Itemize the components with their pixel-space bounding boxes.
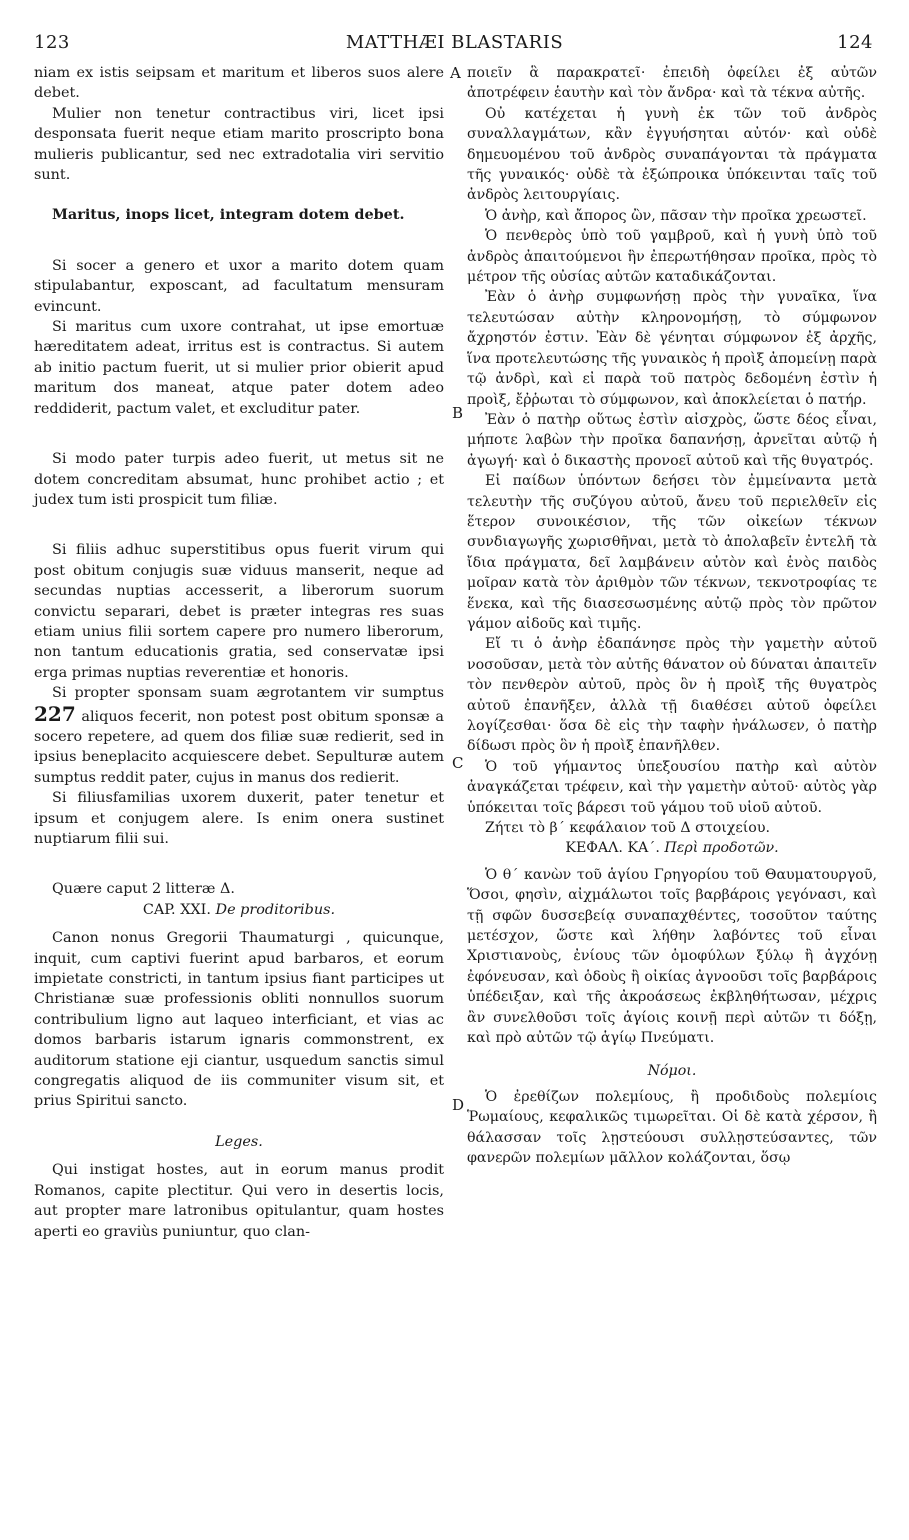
running-title: MATTHÆI BLASTARIS — [345, 32, 564, 53]
greek-paragraph: Ἐὰν ὁ πατὴρ οὕτως ἐστὶν αἰσχρὸς, ὥστε δέος εἶναι, μήποτε λαβὼν τὴν προῖκα δαπανήσῃ, ἀρνεῖται αὐτῷ ἡ ἀγωγή· καὶ ὁ δικαστὴς προνοεῖ αὐτοῦ καὶ τῆς θυγατρός. — [467, 411, 877, 469]
latin-paragraph: Si socer a genero et uxor a marito dotem quam stipulabantur, exposcant, ad facultatum mensuram evincunt. — [34, 257, 444, 315]
margin-letter-b: B — [452, 404, 464, 422]
latin-paragraph: Si filiusfamilias uxorem duxerit, pater tenetur et ipsum et conjugem alere. Is enim onera sustinet nuptiarum filii sui. — [34, 790, 444, 847]
greek-paragraph: Ὁ πενθερὸς ὑπὸ τοῦ γαμβροῦ, καὶ ἡ γυνὴ ὑπὸ τοῦ ἀνδρὸς ἀπαιτούμενοι ἣν ἐπερωτήθησαν προῖκα, πρὸς τὸ μέτρον τῆς οὐσίας αὐτῶν καταδικάζονται. — [467, 228, 877, 286]
margin-letter-d: D — [452, 1096, 465, 1114]
greek-paragraph: Οὐ κατέχεται ἡ γυνὴ ἐκ τῶν τοῦ ἀνδρὸς συναλλαγμάτων, κἂν ἐγγυήσηται αὐτόν· καὶ οὐδὲ δημευομένου τοῦ ἀνδρὸς συναπάγονται τὰ πράγματα τῆς γυναικός· οὐδὲ τὰ ἐξώπροικα ὑπόκεινται ταῖς τοῦ ἀνδρὸς λειτουργίαις. — [467, 105, 877, 204]
greek-paragraph: Ζήτει τὸ β΄ κεφάλαιον τοῦ Δ στοιχείου. — [485, 820, 770, 837]
latin-paragraph: Si maritus cum uxore contrahat, ut ipse emortuæ hæreditatem adeat, irritus est is contractus. Si autem ab initio pactum fuerit, ut si mulier prior obierit apud maritum dos maneat, atque pater dotem adeo reddiderit, pactum valet, et excluditur pater. — [34, 319, 444, 417]
latin-paragraph: Si modo pater turpis adeo fuerit, ut metus sit ne dotem concreditam absumat, hunc prohibet actio ; et judex tum isti prospicit tum filiæ. — [34, 451, 444, 508]
chapter-heading-latin — [34, 900, 444, 920]
latin-text: Si propter sponsam suam ægrotantem vir sumptus — [52, 685, 444, 702]
greek-paragraph: ποιεῖν ἃ παρακρατεῖ· ἐπειδὴ ὀφείλει ἐξ αὐτῶν ἀποτρέφειν ἑαυτὴν καὶ τὸν ἄνδρα· καὶ τὰ τέκνα αὐτῆς. — [467, 65, 877, 102]
latin-column — [34, 63, 444, 1242]
chapter-title: Περὶ προδοτῶν. — [664, 840, 779, 857]
greek-paragraph: Εἴ τι ὁ ἀνὴρ ἐδαπάνησε πρὸς τὴν γαμετὴν αὐτοῦ νοσοῦσαν, μετὰ τὸν αὐτῆς θάνατον οὐ δύναται ἀπαιτεῖν τὸν πενθερὸν αὐτοῦ, πρὸς ὃν ἡ προὶξ τῆς θυγατρὸς αὐτοῦ ἐπανῆξεν, ἀλλὰ τῇ διαθέσει αὐτοῦ ὀφείλει λογίζεσθαι· ὅσα δὲ εἰς τὴν ταφὴν ἠνάλωσεν, ὁ πατὴρ δίδωσι πρὸς ὃν ἡ προὶξ ἐπανῆλθεν. — [467, 636, 877, 755]
page-header — [0, 32, 909, 56]
chapter-number: CAP. XXI. — [142, 901, 211, 918]
section-heading-greek: Νόμοι. — [647, 1062, 697, 1079]
column-number: 227 — [34, 701, 76, 726]
chapter-heading-greek — [467, 838, 877, 858]
section-heading-latin: Leges. — [215, 1133, 263, 1150]
greek-paragraph: Εἰ παίδων ὑπόντων δεήσει τὸν ἐμμείναντα μετὰ τελευτὴν τῆς συζύγου αὐτοῦ, ἄνευ τοῦ περιελθεῖν εἰς ἕτερον συνοικέσιον, τῆς τῶν οἰκείων τέκνων συνδιαγωγῆς χωρισθῆναι, μετὰ τὸ ἀπολαβεῖν ἐντελῆ τὰ ἴδια πράγματα, δεῖ λαμβάνειν αὐτὸν καὶ ἑνὸς παιδὸς μοῖραν κατὰ τὸν ἀριθμὸν τῶν τέκνων, τεκνοτροφίας τε ἕνεκα, καὶ τῆς διασεσωσμένης αὐτῷ πρὸς τὸν πρῶτον γάμον αἰδοῦς καὶ τιμῆς. — [467, 473, 877, 632]
latin-paragraph: Si filiis adhuc superstitibus opus fuerit virum qui post obitum conjugis suæ viduus manserit, neque ad secundas nuptias accesserit, a liberorum suorum convictu separari, debet is præter integras res suas etiam unius filii sortem capere pro numero liberorum, non tantum educationis gratia, sed conservatæ ipsi erga primas nuptias reverentiæ et honoris. — [34, 542, 444, 681]
greek-column — [467, 63, 877, 1169]
greek-paragraph: Ἐὰν ὁ ἀνὴρ συμφωνήσῃ πρὸς τὴν γυναῖκα, ἵνα τελευτώσαν αὐτὴν κληρονομήσῃ, τὸ σύμφωνον ἄχρηστόν ἐστιν. Ἐὰν δὲ γένηται σύμφωνον ἐξ ἀρχῆς, ἵνα προτελευτώσης τῆς γυναικὸς ἡ προὶξ ἀπομείνῃ παρὰ τῷ ἀνδρὶ, καὶ εἰ παρὰ τοῦ πατρὸς δεδομένη ἐστὶν ἡ προὶξ, ἔῤῥωται τὸ σύμφωνον, καὶ ἀποκλείεται ὁ πατήρ. — [467, 289, 877, 408]
latin-paragraph: Quære caput 2 litteræ Δ. — [52, 881, 236, 898]
greek-paragraph: Ὁ τοῦ γήμαντος ὑπεξουσίου πατὴρ καὶ αὐτὸν ἀναγκάζεται τρέφειν, καὶ τὴν γαμετὴν αὐτοῦ· αὐτὸς γὰρ ὑπόκειται τοῖς βάρεσι τοῦ γάμου τοῦ υἱοῦ αὐτοῦ. — [467, 758, 877, 816]
greek-paragraph: Ὁ ἀνὴρ, καὶ ἄπορος ὢν, πᾶσαν τὴν προῖκα χρεωστεῖ. — [485, 207, 867, 224]
latin-paragraph: Qui instigat hostes, aut in eorum manus prodit Romanos, capite plectitur. Qui vero in desertis locis, aut propter mare latronibus opitulantur, quam hostes aperti eo graviùs puniuntur, quo clan- — [34, 1162, 444, 1240]
latin-paragraph: Maritus, inops licet, integram dotem debet. — [52, 206, 405, 224]
page-number-left: 123 — [34, 32, 70, 53]
chapter-title: De proditoribus. — [215, 901, 336, 918]
latin-paragraph — [34, 683, 444, 788]
margin-letter-a: A — [450, 64, 461, 82]
latin-paragraph: niam ex istis seipsam et maritum et liberos suos alere debet. — [34, 65, 444, 102]
greek-paragraph: Ὁ θ΄ κανὼν τοῦ ἁγίου Γρηγορίου τοῦ Θαυματουργοῦ, Ὅσοι, φησὶν, αἰχμάλωτοι τοῖς βαρβάροις γεγόνασι, καὶ τῇ σφῶν δυσσεβείᾳ συναπαχθέντες, τοσοῦτον ταύτης μετέσχον, ὥστε καὶ λήθην λαβόντες τοῦ εἶναι Χριστιανοὺς, ἐνίους τῶν ὁμοφύλων ξύλῳ ἢ ἀγχόνῃ ἐφόνευσαν, καὶ ὁδοὺς ἢ οἰκίας ἀγνοοῦσι τοῖς βαρβάροις ὑπέδειξαν, καὶ τῆς ἀκροάσεως ἐκβληθήτωσαν, μέχρις ἂν συνελθοῦσι τοῖς ἁγίοις κοινῇ περὶ αὐτῶν τι δόξῃ, καὶ πρὸ αὐτῶν τῷ ἁγίῳ Πνεύματι. — [467, 866, 877, 1047]
margin-letter-c: C — [452, 754, 464, 772]
greek-paragraph: Ὁ ἐρεθίζων πολεμίους, ἢ προδιδοὺς πολεμίοις Ῥωμαίους, κεφαλικῶς τιμωρεῖται. Οἱ δὲ κατὰ χέρσον, ἢ θάλασσαν τοῖς λῃστεύουσι συλλῃστεύσαντες, τῶν φανερῶν πολεμίων μᾶλλον κολάζονται, ὅσῳ — [467, 1088, 877, 1167]
chapter-number: ΚΕΦΑΛ. ΚΑ΄. — [565, 840, 660, 857]
latin-text: aliquos fecerit, non potest post obitum sponsæ a socero repetere, ad quem dos filiæ suæ redierit, sed in ipsius beneplacito acquiescere debet. Sepulturæ autem sumptus reddit pater, cujus in manus dos redierit. — [34, 708, 445, 786]
latin-paragraph: Canon nonus Gregorii Thaumaturgi , quicunque, inquit, cum captivi fuerint apud barbaros, et eorum impietate constricti, in tantum ipsius fiant participes ut Christianæ suæ professionis obliti nonnullos suorum contribulium ligno aut laqueo interficiant, et vias ac domos barbaris istarum ignaris commonstrent, ex auditorum statione eji ciantur, usquedum sanctis simul congregatis aliquod de iis communiter visum sit, et prius Spiritui sancto. — [34, 930, 444, 1110]
page-number-right: 124 — [837, 32, 873, 53]
latin-paragraph: Mulier non tenetur contractibus viri, licet ipsi desponsata fuerit neque etiam marito proscripto bona mulieris publicantur, sed nec extradotalia viri servitio sunt. — [34, 105, 444, 184]
